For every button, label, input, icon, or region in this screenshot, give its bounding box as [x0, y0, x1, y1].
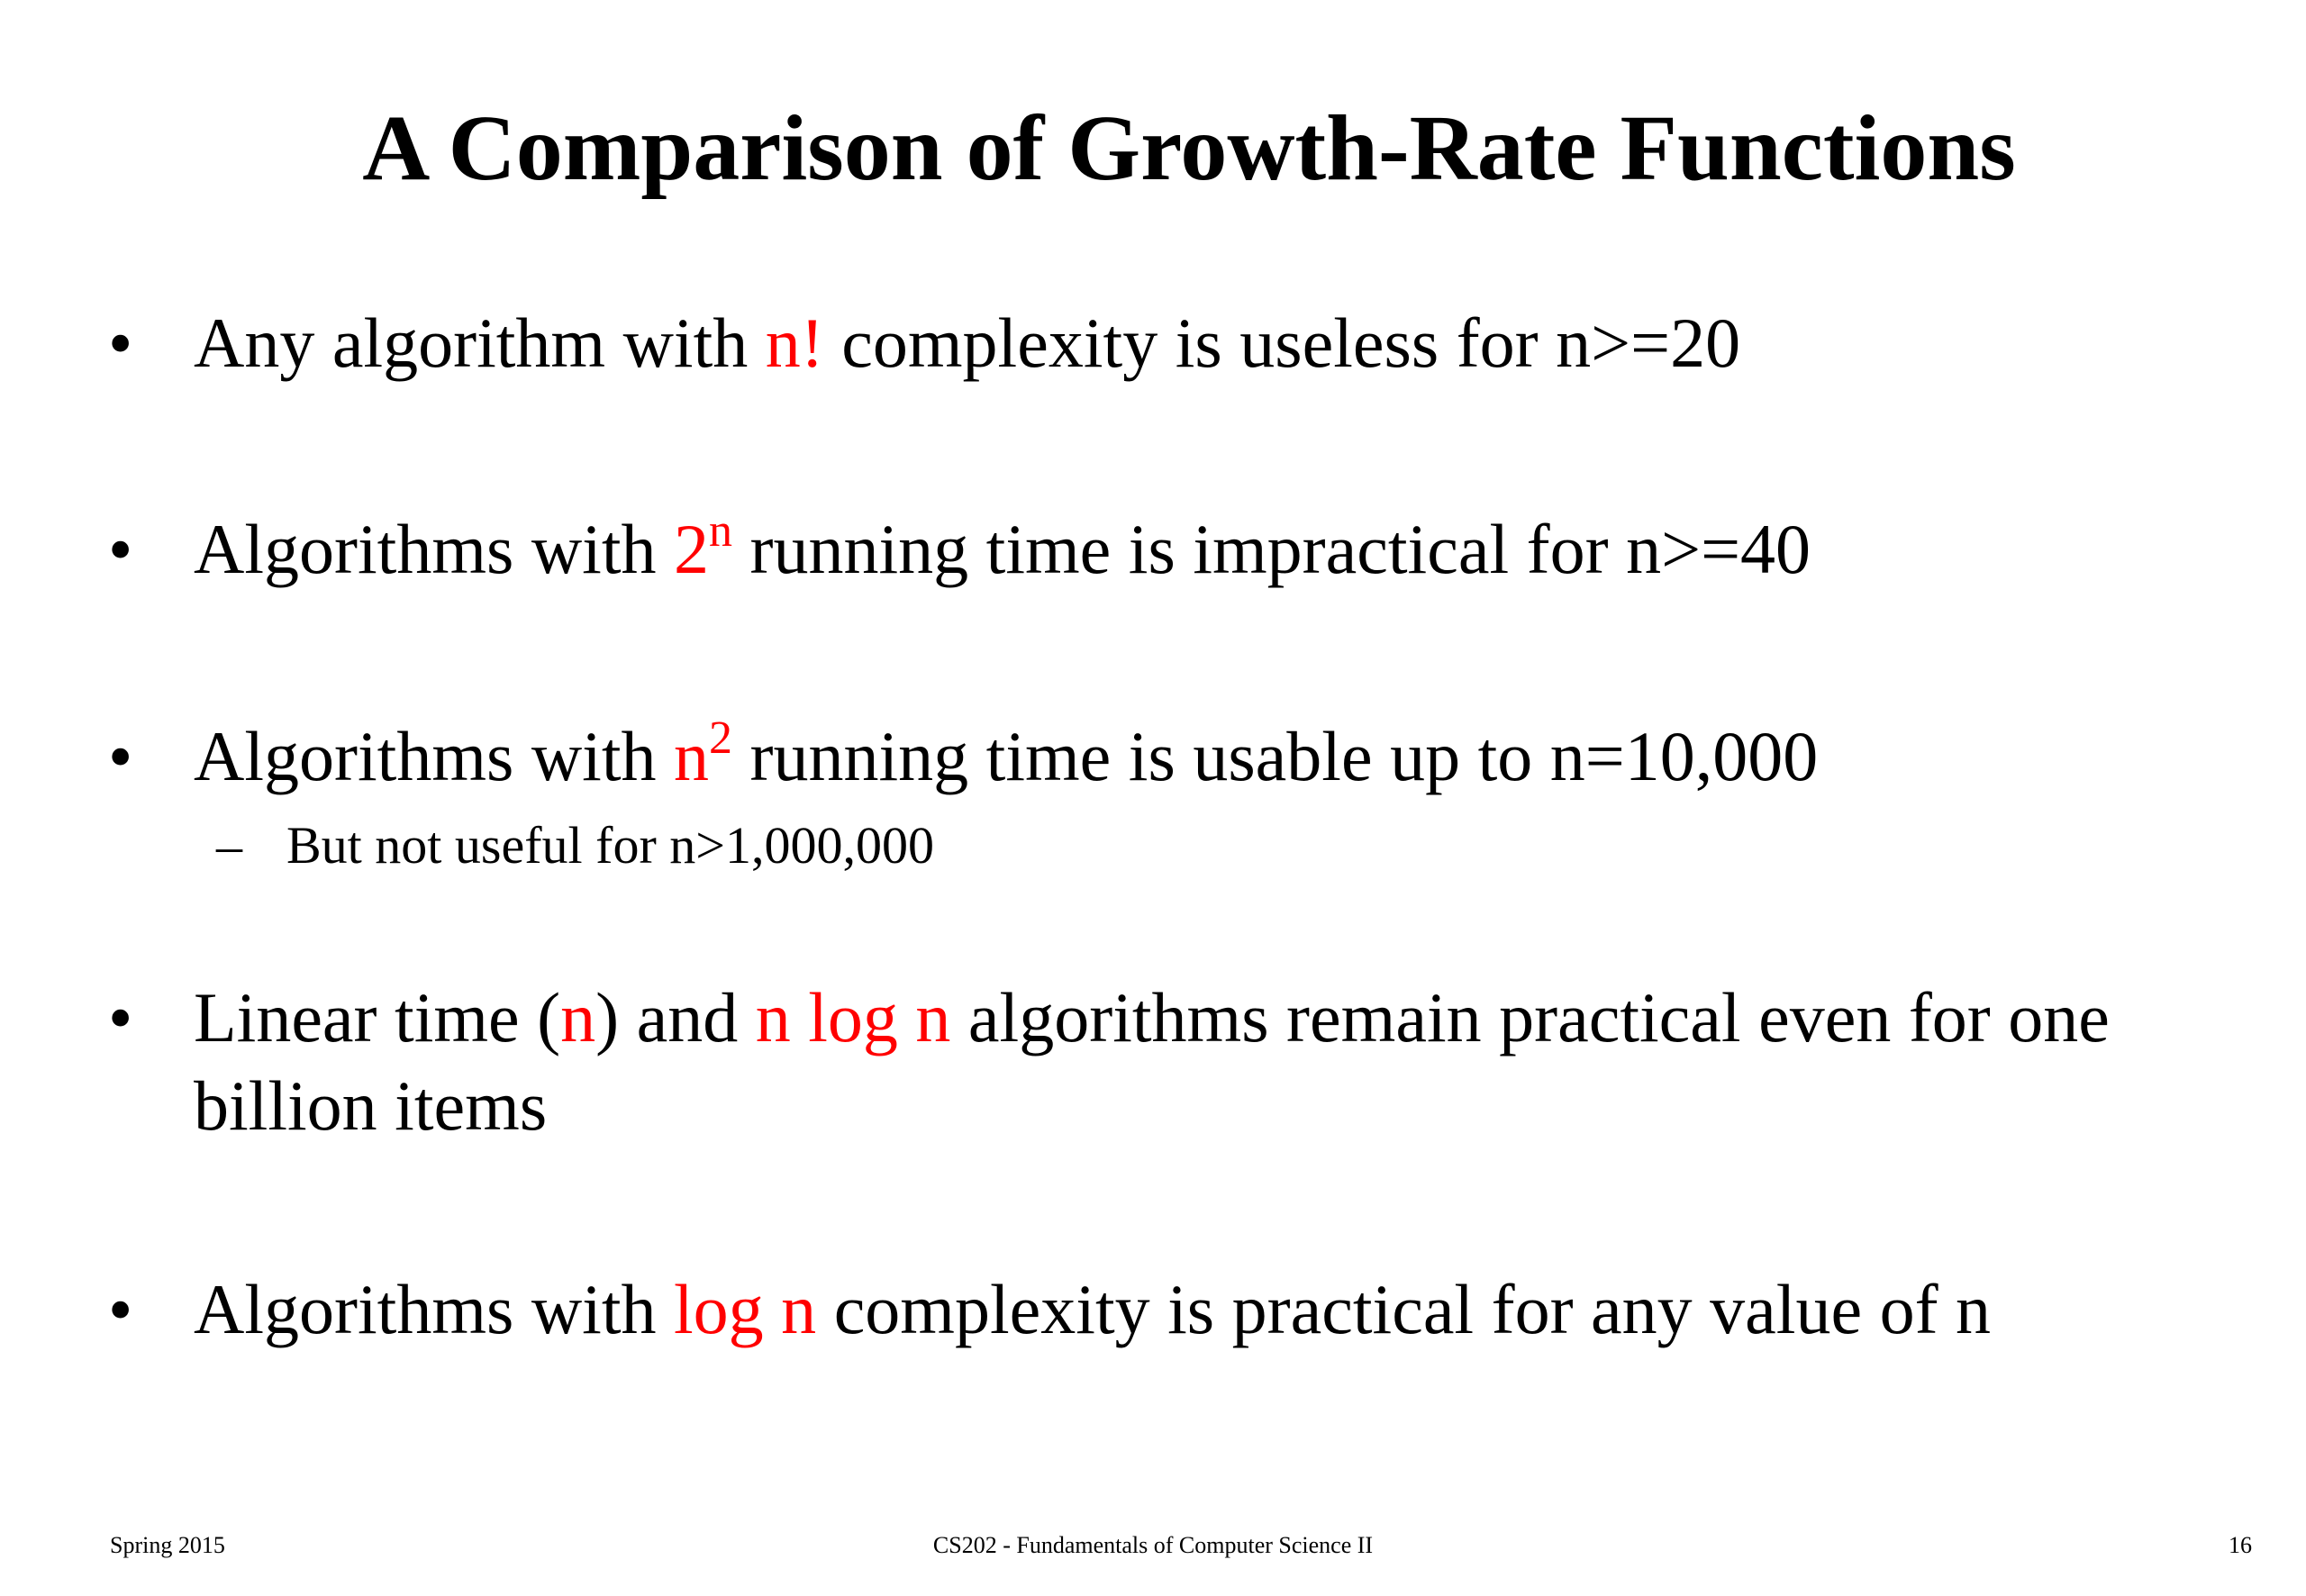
highlight-factorial: n!: [765, 304, 824, 382]
sub-bullet-text: But not useful for n>1,000,000: [286, 816, 934, 875]
bullet-text-part: Algorithms with: [194, 717, 675, 795]
bullet-text: [194, 1265, 2247, 1354]
highlight-superscript: n: [709, 505, 733, 557]
bullet-text: [194, 299, 2247, 387]
bullet-text-part: algorithms remain practical even for one billion items: [194, 978, 2110, 1145]
sub-bullet-marker: –: [216, 816, 242, 875]
highlight-linear: n: [560, 978, 596, 1056]
highlight-quadratic: [674, 712, 733, 795]
highlight-superscript: 2: [709, 712, 733, 764]
bullet-marker: •: [108, 717, 133, 795]
highlight-exponential: [674, 505, 733, 588]
highlight-base: 2: [674, 510, 710, 588]
bullet-marker: •: [108, 304, 133, 382]
bullet-text-part: running time is impractical for n>=40: [732, 510, 1811, 588]
highlight-base: n: [674, 717, 710, 795]
slide-title: A Comparison of Growth-Rate Functions: [362, 96, 2016, 200]
bullet-text: [194, 505, 2247, 603]
bullet-text-part: Any algorithm with: [194, 304, 766, 382]
bullet-text-part: complexity is practical for any value of n: [816, 1270, 1992, 1348]
highlight-nlogn: n log n: [755, 978, 951, 1056]
bullet-text: [194, 974, 2247, 1150]
footer-date: Spring 2015: [110, 1532, 225, 1558]
bullet-text-part: ) and: [595, 978, 756, 1056]
bullet-marker: •: [108, 510, 133, 588]
bullet-text-part: Linear time (: [194, 978, 561, 1056]
bullet-text: [194, 712, 2247, 810]
bullet-text-part: Algorithms with: [194, 510, 675, 588]
footer-course: CS202 - Fundamentals of Computer Science II: [932, 1532, 1374, 1558]
bullet-text-part: complexity is useless for n>=20: [823, 304, 1741, 382]
bullet-marker: •: [108, 978, 133, 1056]
footer-page-number: 16: [2229, 1532, 2252, 1558]
bullet-marker: •: [108, 1270, 133, 1348]
highlight-logn: log n: [674, 1270, 817, 1348]
bullet-text-part: running time is usable up to n=10,000: [732, 717, 1819, 795]
bullet-text-part: Algorithms with: [194, 1270, 675, 1348]
